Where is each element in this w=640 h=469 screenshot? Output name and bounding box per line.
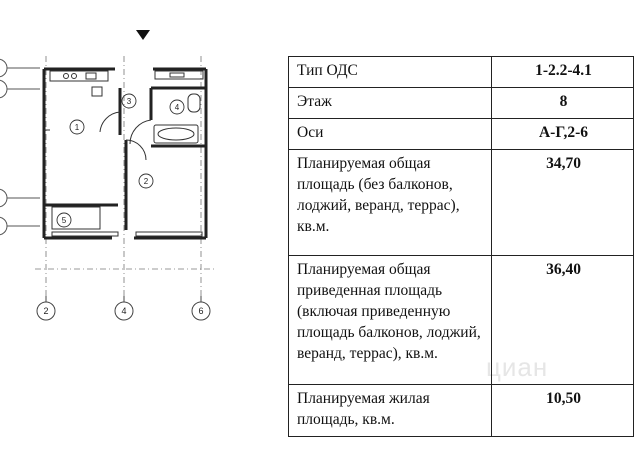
room-number-2: 2	[143, 177, 149, 186]
table-row	[289, 256, 634, 385]
row-value: А-Г,2-6	[492, 119, 634, 150]
apartment-spec-table	[288, 56, 634, 437]
row-label: Планируемая жилая площадь, кв.м.	[289, 385, 492, 437]
axis-label-6: 6	[198, 306, 204, 316]
axis-label-4: 4	[121, 306, 127, 316]
table-row	[289, 88, 634, 119]
walls	[44, 69, 206, 238]
row-label: Планируемая общая площадь (без балконов, лоджий, веранд, террас), кв.м.	[289, 150, 492, 256]
row-value: 10,50	[492, 385, 634, 437]
fixtures	[44, 71, 203, 236]
left-axis-markers	[0, 59, 40, 235]
table-row	[289, 57, 634, 88]
table-row	[289, 119, 634, 150]
table-row	[289, 385, 634, 437]
row-value: 8	[492, 88, 634, 119]
row-label: Этаж	[289, 88, 492, 119]
room-number-4: 4	[174, 103, 180, 112]
table-row	[289, 150, 634, 256]
row-value: 34,70	[492, 150, 634, 256]
row-label: Оси	[289, 119, 492, 150]
entrance-arrow-icon	[136, 30, 150, 40]
row-value: 36,40	[492, 256, 634, 385]
room-number-5: 5	[61, 216, 67, 225]
row-label: Тип ОДС	[289, 57, 492, 88]
row-label: Планируемая общая приведенная площадь (включая приведенную площадь балконов, лоджий, веранд, террас), кв.м.	[289, 256, 492, 385]
row-value: 1-2.2-4.1	[492, 57, 634, 88]
room-number-1: 1	[74, 123, 80, 132]
floor-plan	[0, 0, 270, 469]
room-number-3: 3	[126, 97, 132, 106]
watermark: циан	[486, 352, 549, 382]
axis-label-2: 2	[43, 306, 49, 316]
